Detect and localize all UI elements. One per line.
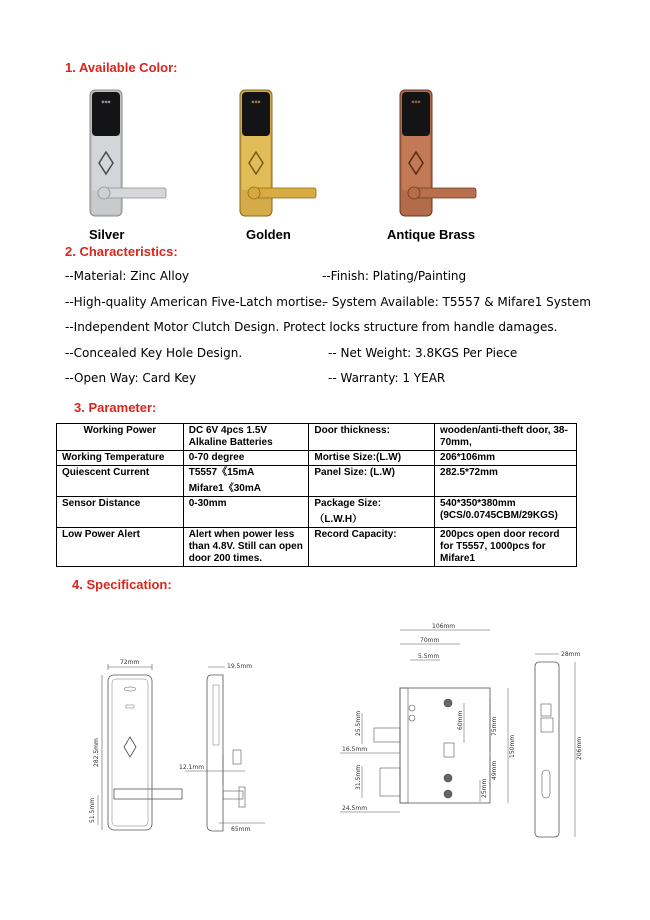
section-title-parameter: 3. Parameter: [74, 400, 157, 415]
lock-image-golden [232, 88, 322, 220]
dim-label: 16.5mm [342, 746, 368, 753]
dim-label: 51.5mm [89, 797, 96, 823]
table-row [57, 451, 577, 466]
table-row [57, 497, 577, 528]
param-label: Package Size: [314, 498, 382, 509]
dim-label: 72mm [120, 659, 140, 666]
param-label: Panel Size: (L.W) [309, 466, 435, 497]
char-motor-clutch: --Independent Motor Clutch Design. Protect locks structure from handle damages. [65, 320, 558, 334]
table-row [57, 466, 577, 497]
lock-image-silver [82, 88, 172, 220]
dim-label: 25mm [481, 778, 488, 798]
char-material: --Material: Zinc Alloy [65, 269, 190, 283]
dim-label: 28mm [561, 651, 581, 658]
dim-label: 60mm [457, 710, 464, 730]
dim-label: 25.5mm [355, 710, 362, 736]
dim-label: 31.5mm [355, 764, 362, 790]
param-value: 200pcs open door record for T5557, 1000pcs for Mifare1 [435, 528, 577, 567]
dim-label: 49mm [491, 760, 498, 780]
param-label: （L.W.H） [314, 514, 363, 525]
face-plate-drawing [525, 640, 620, 845]
param-value: 206*106mm [435, 451, 577, 466]
param-value: DC 6V 4pcs 1.5V Alkaline Batteries [183, 424, 309, 451]
param-label: Sensor Distance [57, 497, 184, 528]
param-label: Record Capacity: [309, 528, 435, 567]
param-value-cell [183, 466, 309, 497]
param-value: 540*350*380mm (9CS/0.0745CBM/29KGS) [435, 497, 577, 528]
table-row [57, 424, 577, 451]
dim-label: 24.5mm [342, 805, 368, 812]
dim-label: 282.5mm [93, 738, 100, 767]
param-label: Working Power [57, 424, 184, 451]
section-title-characteristics: 2. Characteristics: [65, 244, 178, 259]
param-label: Quiescent Current [57, 466, 184, 497]
color-label-antique-brass: Antique Brass [387, 227, 476, 242]
char-key-hole: --Concealed Key Hole Design. [65, 346, 243, 360]
param-value: Mifare1《30mA [188, 483, 261, 494]
char-net-weight: -- Net Weight: 3.8KGS Per Piece [328, 346, 518, 360]
param-value: T5557《15mA [188, 467, 255, 478]
param-value: Alert when power less than 4.8V. Still can open door 200 times. [183, 528, 309, 567]
char-open-way: --Open Way: Card Key [65, 371, 197, 385]
dim-label: 5.5mm [418, 653, 440, 660]
svg-text:◆◆◆: ◆◆◆ [251, 99, 261, 104]
param-label: Low Power Alert [57, 528, 184, 567]
svg-text:◆◆◆: ◆◆◆ [101, 99, 111, 104]
section-title-specification: 4. Specification: [72, 577, 172, 592]
char-warranty: -- Warranty: 1 YEAR [328, 371, 446, 385]
dim-label: 206mm [576, 736, 583, 760]
char-system: – System Available: T5557 & Mifare1 System [322, 295, 591, 309]
dim-label: 75mm [491, 716, 498, 736]
color-label-golden: Golden [246, 227, 291, 242]
dim-label: 150mm [509, 734, 516, 758]
dim-label: 65mm [231, 826, 251, 833]
parameter-table [56, 423, 577, 567]
section-title-colors: 1. Available Color: [65, 60, 178, 75]
table-row [57, 528, 577, 567]
param-value: wooden/anti-theft door, 38-70mm, [435, 424, 577, 451]
svg-text:◆◆◆: ◆◆◆ [411, 99, 421, 104]
param-value: 0-70 degree [183, 451, 309, 466]
char-mortise: --High-quality American Five-Latch mortise. [65, 295, 326, 309]
dim-label: 19.5mm [227, 663, 253, 670]
param-value: 282.5*72mm [435, 466, 577, 497]
mortise-drawing [340, 618, 520, 828]
dim-label: 106mm [432, 623, 456, 630]
param-value: 0-30mm [183, 497, 309, 528]
param-label-cell [309, 497, 435, 528]
dim-label: 70mm [420, 637, 440, 644]
dim-label: 12.1mm [179, 764, 205, 771]
param-label: Mortise Size:(L.W) [309, 451, 435, 466]
char-finish: --Finish: Plating/Painting [322, 269, 467, 283]
color-label-silver: Silver [89, 227, 125, 242]
side-view-drawing [175, 655, 290, 835]
param-label: Door thickness: [309, 424, 435, 451]
param-label: Working Temperature [57, 451, 184, 466]
lock-image-antique-brass [392, 88, 482, 220]
front-panel-drawing [80, 655, 190, 835]
